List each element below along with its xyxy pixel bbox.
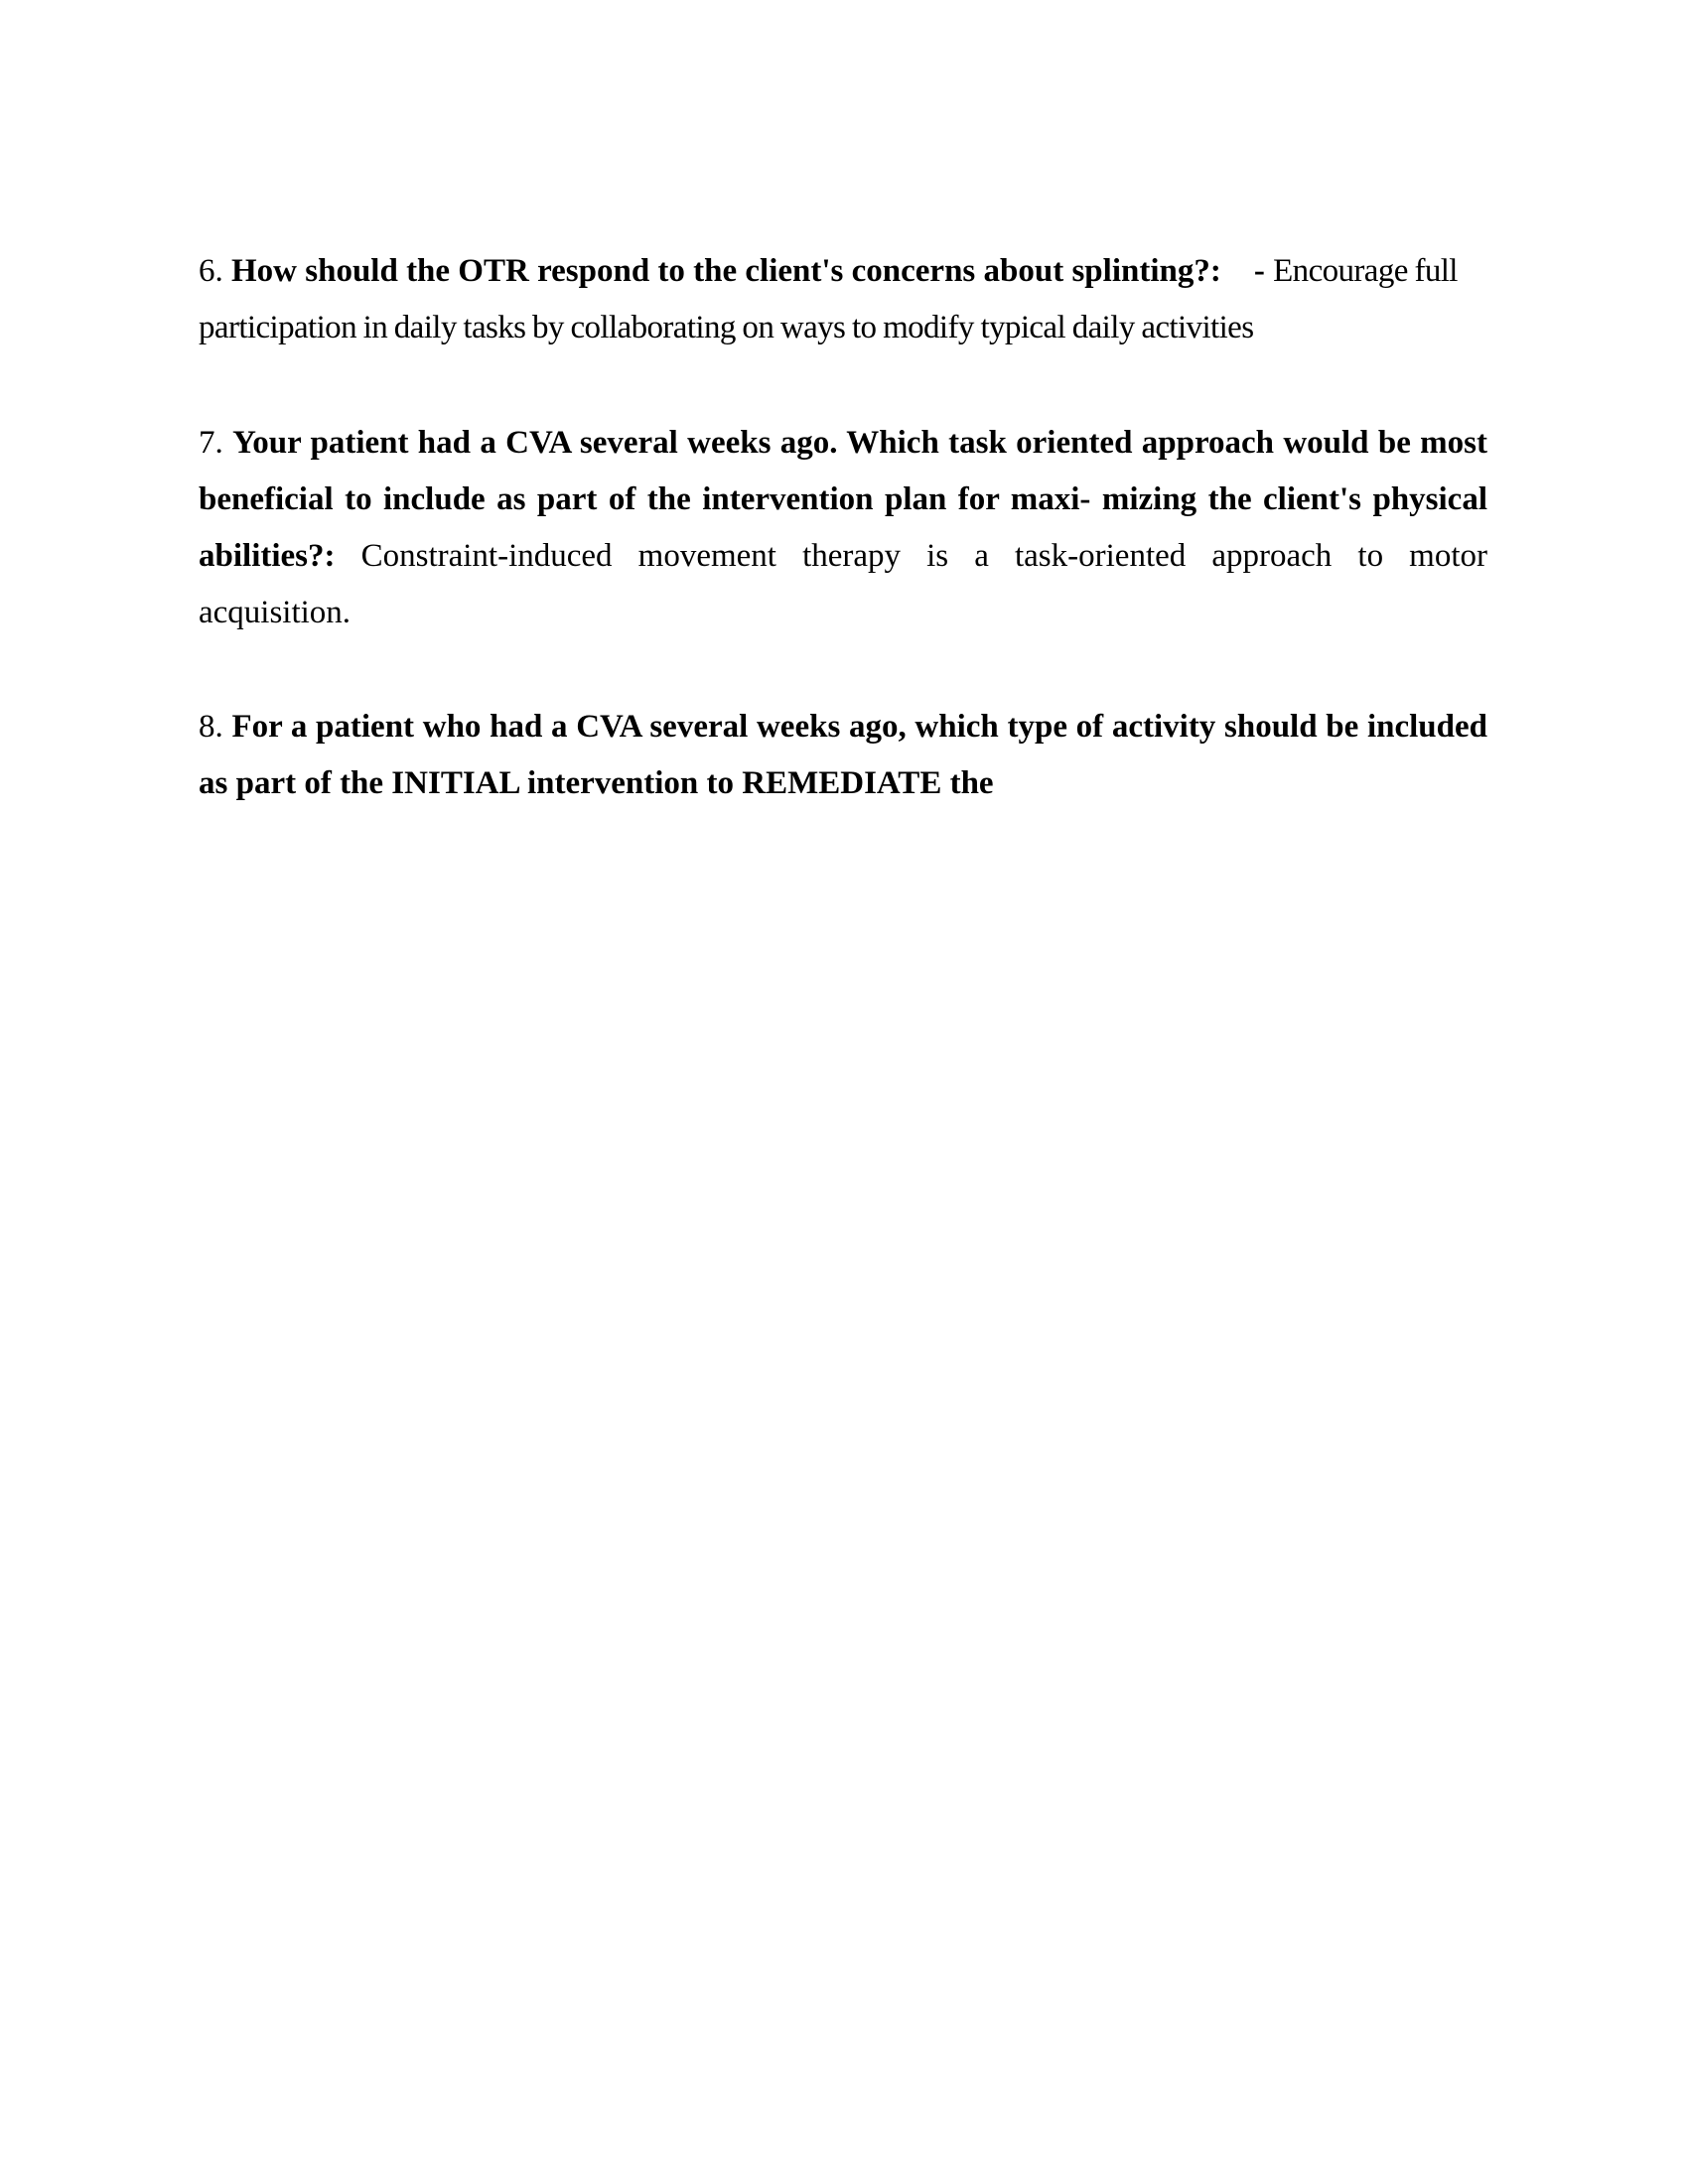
question-text: How should the OTR respond to the client's concerns about splinting?: bbox=[231, 253, 1221, 289]
question-number: 8. bbox=[199, 709, 223, 745]
question-item-7 bbox=[199, 415, 1487, 641]
answer-text: Encourage full participation in daily tasks by collaborating on ways to modify typical daily activities bbox=[199, 253, 1458, 345]
question-text: Your patient had a CVA several weeks ago. Which task oriented approach would be most beneficial to include as part of the intervention plan for maxi- mizing the client's physical abilities?: bbox=[199, 425, 1487, 574]
answer-text: Constraint-induced movement therapy is a task-oriented approach to motor acquisition. bbox=[199, 538, 1488, 630]
question-number: 7. bbox=[199, 425, 223, 461]
document-page bbox=[199, 243, 1487, 812]
question-text: For a patient who had a CVA several weeks ago, which type of activity should be included as part of the INITIAL intervention to REMEDIATE the bbox=[199, 709, 1488, 801]
question-number: 6. bbox=[199, 253, 223, 289]
answer-separator: - bbox=[1253, 253, 1265, 289]
question-item-8 bbox=[199, 699, 1487, 812]
question-item-6 bbox=[199, 243, 1487, 356]
